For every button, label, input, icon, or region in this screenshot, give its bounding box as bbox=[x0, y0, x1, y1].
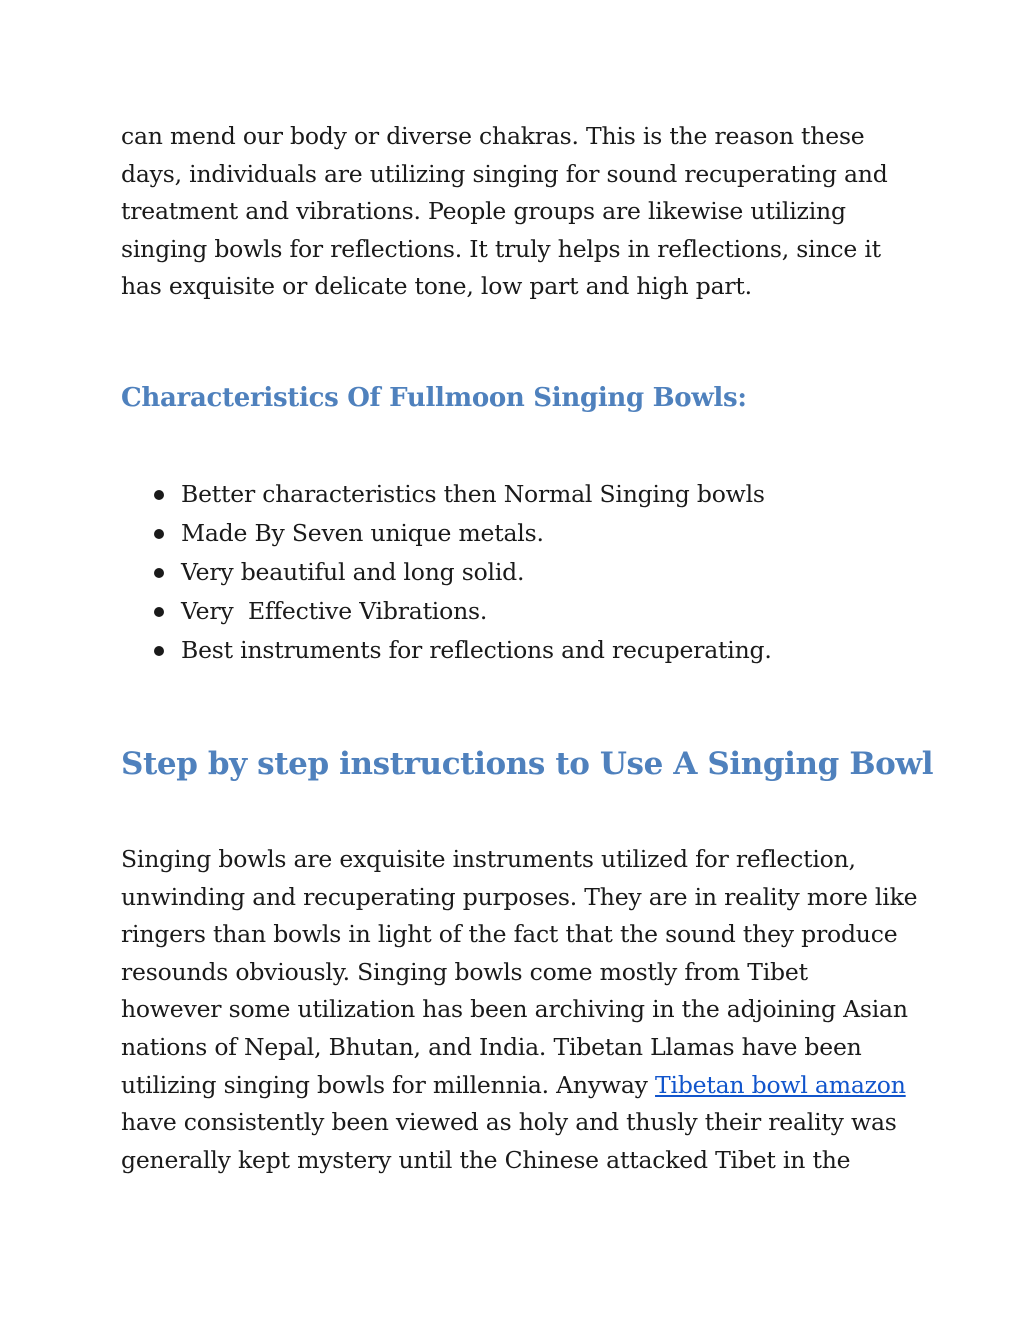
bullet-icon bbox=[154, 529, 164, 539]
list-item bbox=[150, 514, 772, 553]
list-item bbox=[150, 631, 772, 670]
bullet-icon bbox=[154, 646, 164, 656]
intro-line: can mend our body or diverse chakras. This is the reason these bbox=[121, 122, 865, 150]
list-item bbox=[150, 553, 772, 592]
intro-paragraph bbox=[121, 118, 921, 306]
instructions-heading: Step by step instructions to Use A Singing Bowl bbox=[121, 746, 934, 782]
bullet-icon bbox=[154, 607, 164, 617]
instructions-line: however some utilization has been archiving in the adjoining Asian bbox=[121, 995, 908, 1024]
link-line-prefix: utilizing singing bowls for millennia. Anyway bbox=[121, 1070, 656, 1099]
intro-line: has exquisite or delicate tone, low part and high part. bbox=[121, 272, 752, 301]
instructions-line: generally kept mystery until the Chinese attacked Tibet in the bbox=[121, 1145, 851, 1174]
tibetan-bowl-amazon-link[interactable]: Tibetan bowl amazon bbox=[655, 1070, 906, 1099]
list-item bbox=[150, 475, 772, 514]
instructions-line: nations of Nepal, Bhutan, and India. Tibetan Llamas have been bbox=[121, 1032, 862, 1061]
characteristics-list bbox=[150, 475, 772, 670]
list-item-text: Very beautiful and long solid. bbox=[181, 558, 525, 586]
bullet-icon bbox=[154, 490, 164, 500]
instructions-line: Singing bowls are exquisite instruments utilized for reflection, bbox=[121, 845, 856, 873]
list-item-text: Better characteristics then Normal Singing bowls bbox=[181, 480, 765, 508]
bullet-icon bbox=[154, 568, 164, 578]
intro-line: days, individuals are utilizing singing for sound recuperating and bbox=[121, 159, 888, 188]
list-item-text: Made By Seven unique metals. bbox=[181, 519, 544, 547]
instructions-line: ringers than bowls in light of the fact that the sound they produce bbox=[121, 920, 898, 949]
characteristics-heading: Characteristics Of Fullmoon Singing Bowls: bbox=[121, 383, 747, 413]
instructions-line: have consistently been viewed as holy and thusly their reality was bbox=[121, 1108, 897, 1137]
list-item-text: Very Effective Vibrations. bbox=[181, 597, 488, 625]
intro-line: singing bowls for reflections. It truly helps in reflections, since it bbox=[121, 234, 881, 263]
list-item-text: Best instruments for reflections and recuperating. bbox=[181, 636, 772, 664]
instructions-line-with-link bbox=[121, 1067, 921, 1105]
instructions-paragraph bbox=[121, 841, 921, 1179]
instructions-line: unwinding and recuperating purposes. They are in reality more like bbox=[121, 882, 918, 911]
list-item bbox=[150, 592, 772, 631]
instructions-line: resounds obviously. Singing bowls come mostly from Tibet bbox=[121, 957, 808, 986]
intro-line: treatment and vibrations. People groups are likewise utilizing bbox=[121, 197, 846, 226]
